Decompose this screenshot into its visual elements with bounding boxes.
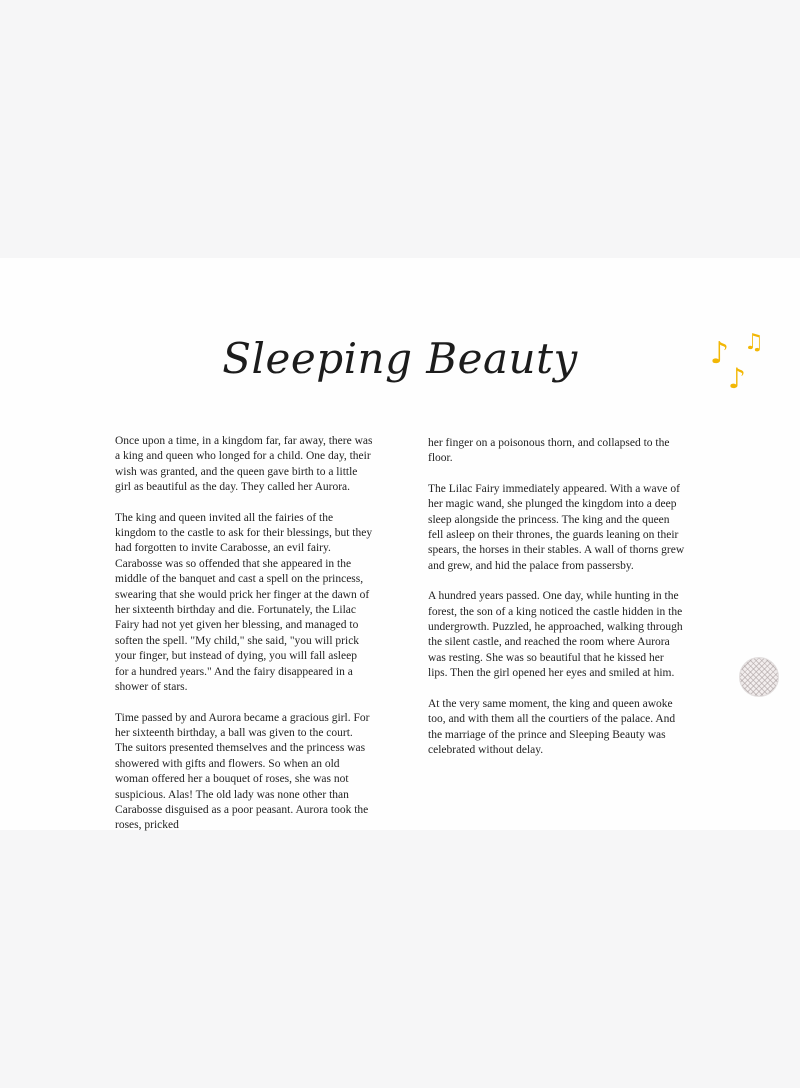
paragraph: Once upon a time, in a kingdom far, far away, there was a king and queen who longed for a child. One day, their wish was granted, and the queen gave birth to a little girl as beautiful as the day. They called her Aurora. <box>115 435 373 494</box>
music-note-icon: ♪ <box>710 336 730 371</box>
paragraph: The Lilac Fairy immediately appeared. With a wave of her magic wand, she plunged the kingdom into a deep sleep alongside the princess. The king and the queen fell asleep on their thrones, the guards leaning on their spears, the horses in their stables. A wall of thorns grew and grew, and hid the palace from passersby. <box>428 482 685 572</box>
page-title: Sleeping Beauty <box>222 334 578 383</box>
left-text-column <box>115 434 373 849</box>
music-note-icon: ♪ <box>728 362 746 395</box>
paragraph: At the very same moment, the king and queen awoke too, and with them all the courtiers of the palace. And the marriage of the prince and Sleeping Beauty was celebrated without delay. <box>428 697 676 756</box>
right-text-column <box>428 436 686 773</box>
music-notes-decoration <box>706 330 786 440</box>
music-note-icon: ♫ <box>744 330 764 355</box>
paragraph: The king and queen invited all the fairies of the kingdom to the castle to ask for their blessings, but they had forgotten to invite Carabosse, an evil fairy. Carabosse was so offended that she appeared in the middle of the banquet and cast a spell on the princess, swearing that she would prick her finger at the dawn of her sixteenth birthday and die. Fortunately, the Lilac Fairy had not yet given her blessing, and managed to soften the spell. "My child," she said, "you will prick your finger, but instead of dying, you will fall asleep for a hundred years." And the fairy disappeared in a shower of stars. <box>115 511 373 694</box>
paragraph: A hundred years passed. One day, while hunting in the forest, the son of a king noticed the castle hidden in the undergrowth. Puzzled, he approached, walking through the silent castle, and reached the room where Aurora was resting. She was so beautiful that he kissed her lips. Then the girl opened her eyes and smiled at him. <box>428 590 683 680</box>
paragraph: Time passed by and Aurora became a gracious girl. For her sixteenth birthday, a ball was given to the court. The suitors presented themselves and the princess was showered with gifts and flowers. So when an old woman offered her a bouquet of roses, she was not suspicious. Alas! The old lady was none other than Carabosse disguised as a poor peasant. Aurora took the roses, pricked <box>115 711 370 832</box>
sound-button[interactable] <box>739 657 779 697</box>
book-page <box>0 258 800 830</box>
paragraph: her finger on a poisonous thorn, and collapsed to the floor. <box>428 437 670 465</box>
